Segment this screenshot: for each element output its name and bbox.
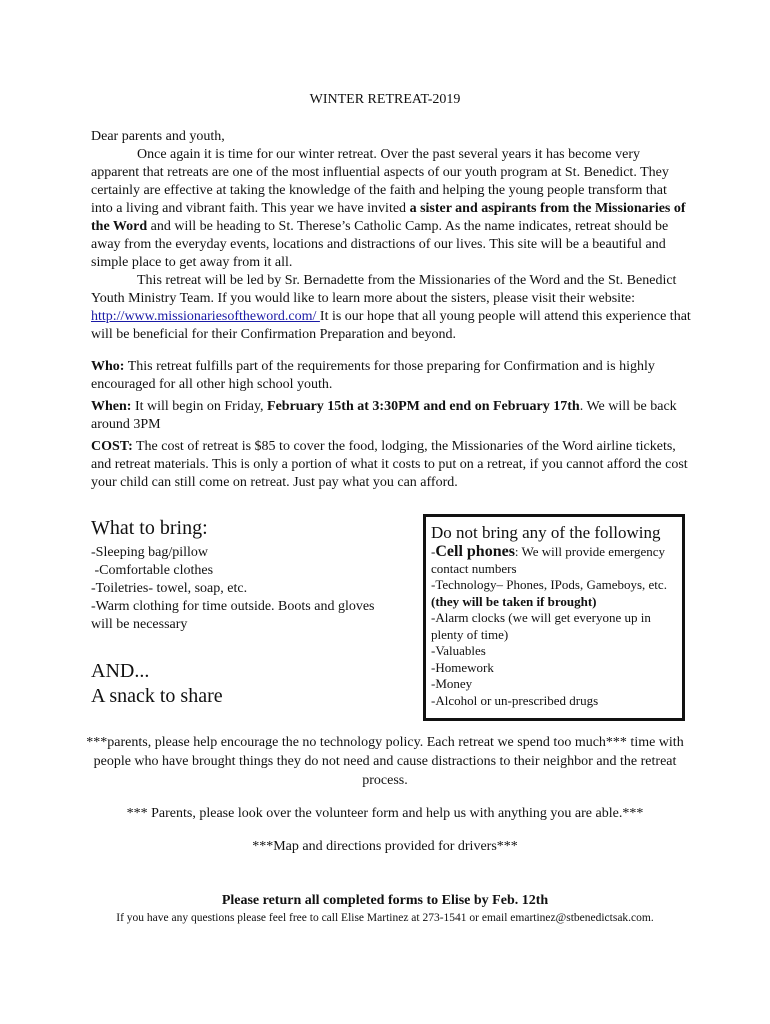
what-to-bring-section [91, 516, 381, 712]
volunteer-form-note: *** Parents, please look over the volunteer form and help us with anything you are able.*** [126, 806, 644, 821]
do-not-bring-item: -Alarm clocks (we will get everyone up in plenty of time) [431, 610, 651, 642]
bring-item: -Sleeping bag/pillow [91, 545, 209, 560]
contact-line: If you have any questions please feel free to call Elise Martinez at 273-1541 or email emartinez@stbenedictsak.com. [116, 912, 654, 924]
bring-item: -Toiletries- towel, soap, etc. [91, 581, 248, 596]
technology-text: -Technology– Phones, IPods, Gameboys, etc. [431, 577, 667, 592]
when-section [91, 398, 691, 434]
technology-item [431, 577, 674, 610]
leader-text-b: It is our hope that all young people will attend this experience that will be beneficial for their Confirmation Preparation and beyond. [91, 309, 691, 342]
map-directions-note: ***Map and directions provided for drivers*** [252, 839, 518, 854]
cell-phones-item [431, 544, 674, 577]
who-label: Who: [91, 359, 125, 374]
do-not-bring-item: -Alcohol or un-prescribed drugs [431, 692, 599, 708]
leader-paragraph [91, 272, 691, 344]
letter-body [91, 128, 691, 492]
who-section [91, 358, 691, 394]
notes-section [60, 733, 710, 856]
greeting: Dear parents and youth, [91, 129, 225, 144]
cost-section [91, 438, 691, 492]
technology-warning: (they will be taken if brought) [431, 593, 597, 609]
website-link[interactable]: http://www.missionariesoftheword.com/ [91, 309, 320, 324]
document-title: WINTER RETREAT-2019 [309, 92, 461, 107]
leader-text-a: This retreat will be led by Sr. Bernadette from the Missionaries of the Word and the St. Benedict Youth Ministry Team. If you would like to learn more about the sisters, please visit their website: [91, 273, 677, 306]
intro-text-b: and will be heading to St. Therese’s Catholic Camp. As the name indicates, retreat should be away from the everyday events, locations and distractions of our lives. This site will be a beautiful and simple place to get away from it all. [91, 219, 669, 270]
bring-item: -Comfortable clothes [91, 563, 214, 578]
when-label: When: [91, 399, 132, 414]
intro-paragraph [91, 146, 691, 272]
do-not-bring-box [423, 514, 685, 721]
do-not-bring-item: -Valuables [431, 643, 486, 658]
intro-text-a: Once again it is time for our winter retreat. Over the past several years it has become very apparent that retreats are one of the most influential aspects of our youth program at St. Benedict. They certainly are effective at taking the knowledge of the faith and helping the young people transform that into a living and vibrant faith. This year we have invited [91, 147, 669, 216]
when-text-a: It will begin on Friday, [131, 399, 268, 414]
return-forms-line: Please return all completed forms to Elise by Feb. 12th [221, 893, 549, 908]
intro-bold-text: a sister and aspirants from the Missionaries of the Word [91, 201, 686, 234]
technology-policy-note: ***parents, please help encourage the no technology policy. Each retreat we spend too much*** time with people who have brought things they do not need and cause distractions to their neighbor and the retreat process. [86, 735, 684, 788]
bring-item: -Warm clothing for time outside. Boots and gloves will be necessary [91, 599, 375, 632]
cell-phones-label: Cell phones [435, 543, 515, 560]
who-text: This retreat fulfills part of the requirements for those preparing for Confirmation and is highly encouraged for all other high school youth. [91, 359, 655, 392]
cell-phones-note: : We will provide emergency contact numbers [431, 544, 666, 576]
snack-heading: A snack to share [91, 685, 223, 707]
cost-label: COST: [91, 439, 133, 454]
do-not-bring-item: -Money [431, 676, 473, 691]
do-not-bring-heading: Do not bring any of the following [431, 523, 661, 542]
cost-text: The cost of retreat is $85 to cover the food, lodging, the Missionaries of the Word airline tickets, and retreat materials. This is only a portion of what it costs to put on a retreat, if you cannot afford the cost your child can still come on retreat. Just pay what you can afford. [91, 439, 688, 490]
do-not-bring-item: -Homework [431, 659, 494, 675]
when-text-b: . We will be back around 3PM [91, 399, 677, 432]
when-dates: February 15th at 3:30PM and end on February 17th [267, 399, 580, 414]
what-to-bring-heading: What to bring: [91, 517, 208, 539]
cell-dash: - [431, 544, 436, 559]
and-heading: AND... [91, 660, 150, 682]
